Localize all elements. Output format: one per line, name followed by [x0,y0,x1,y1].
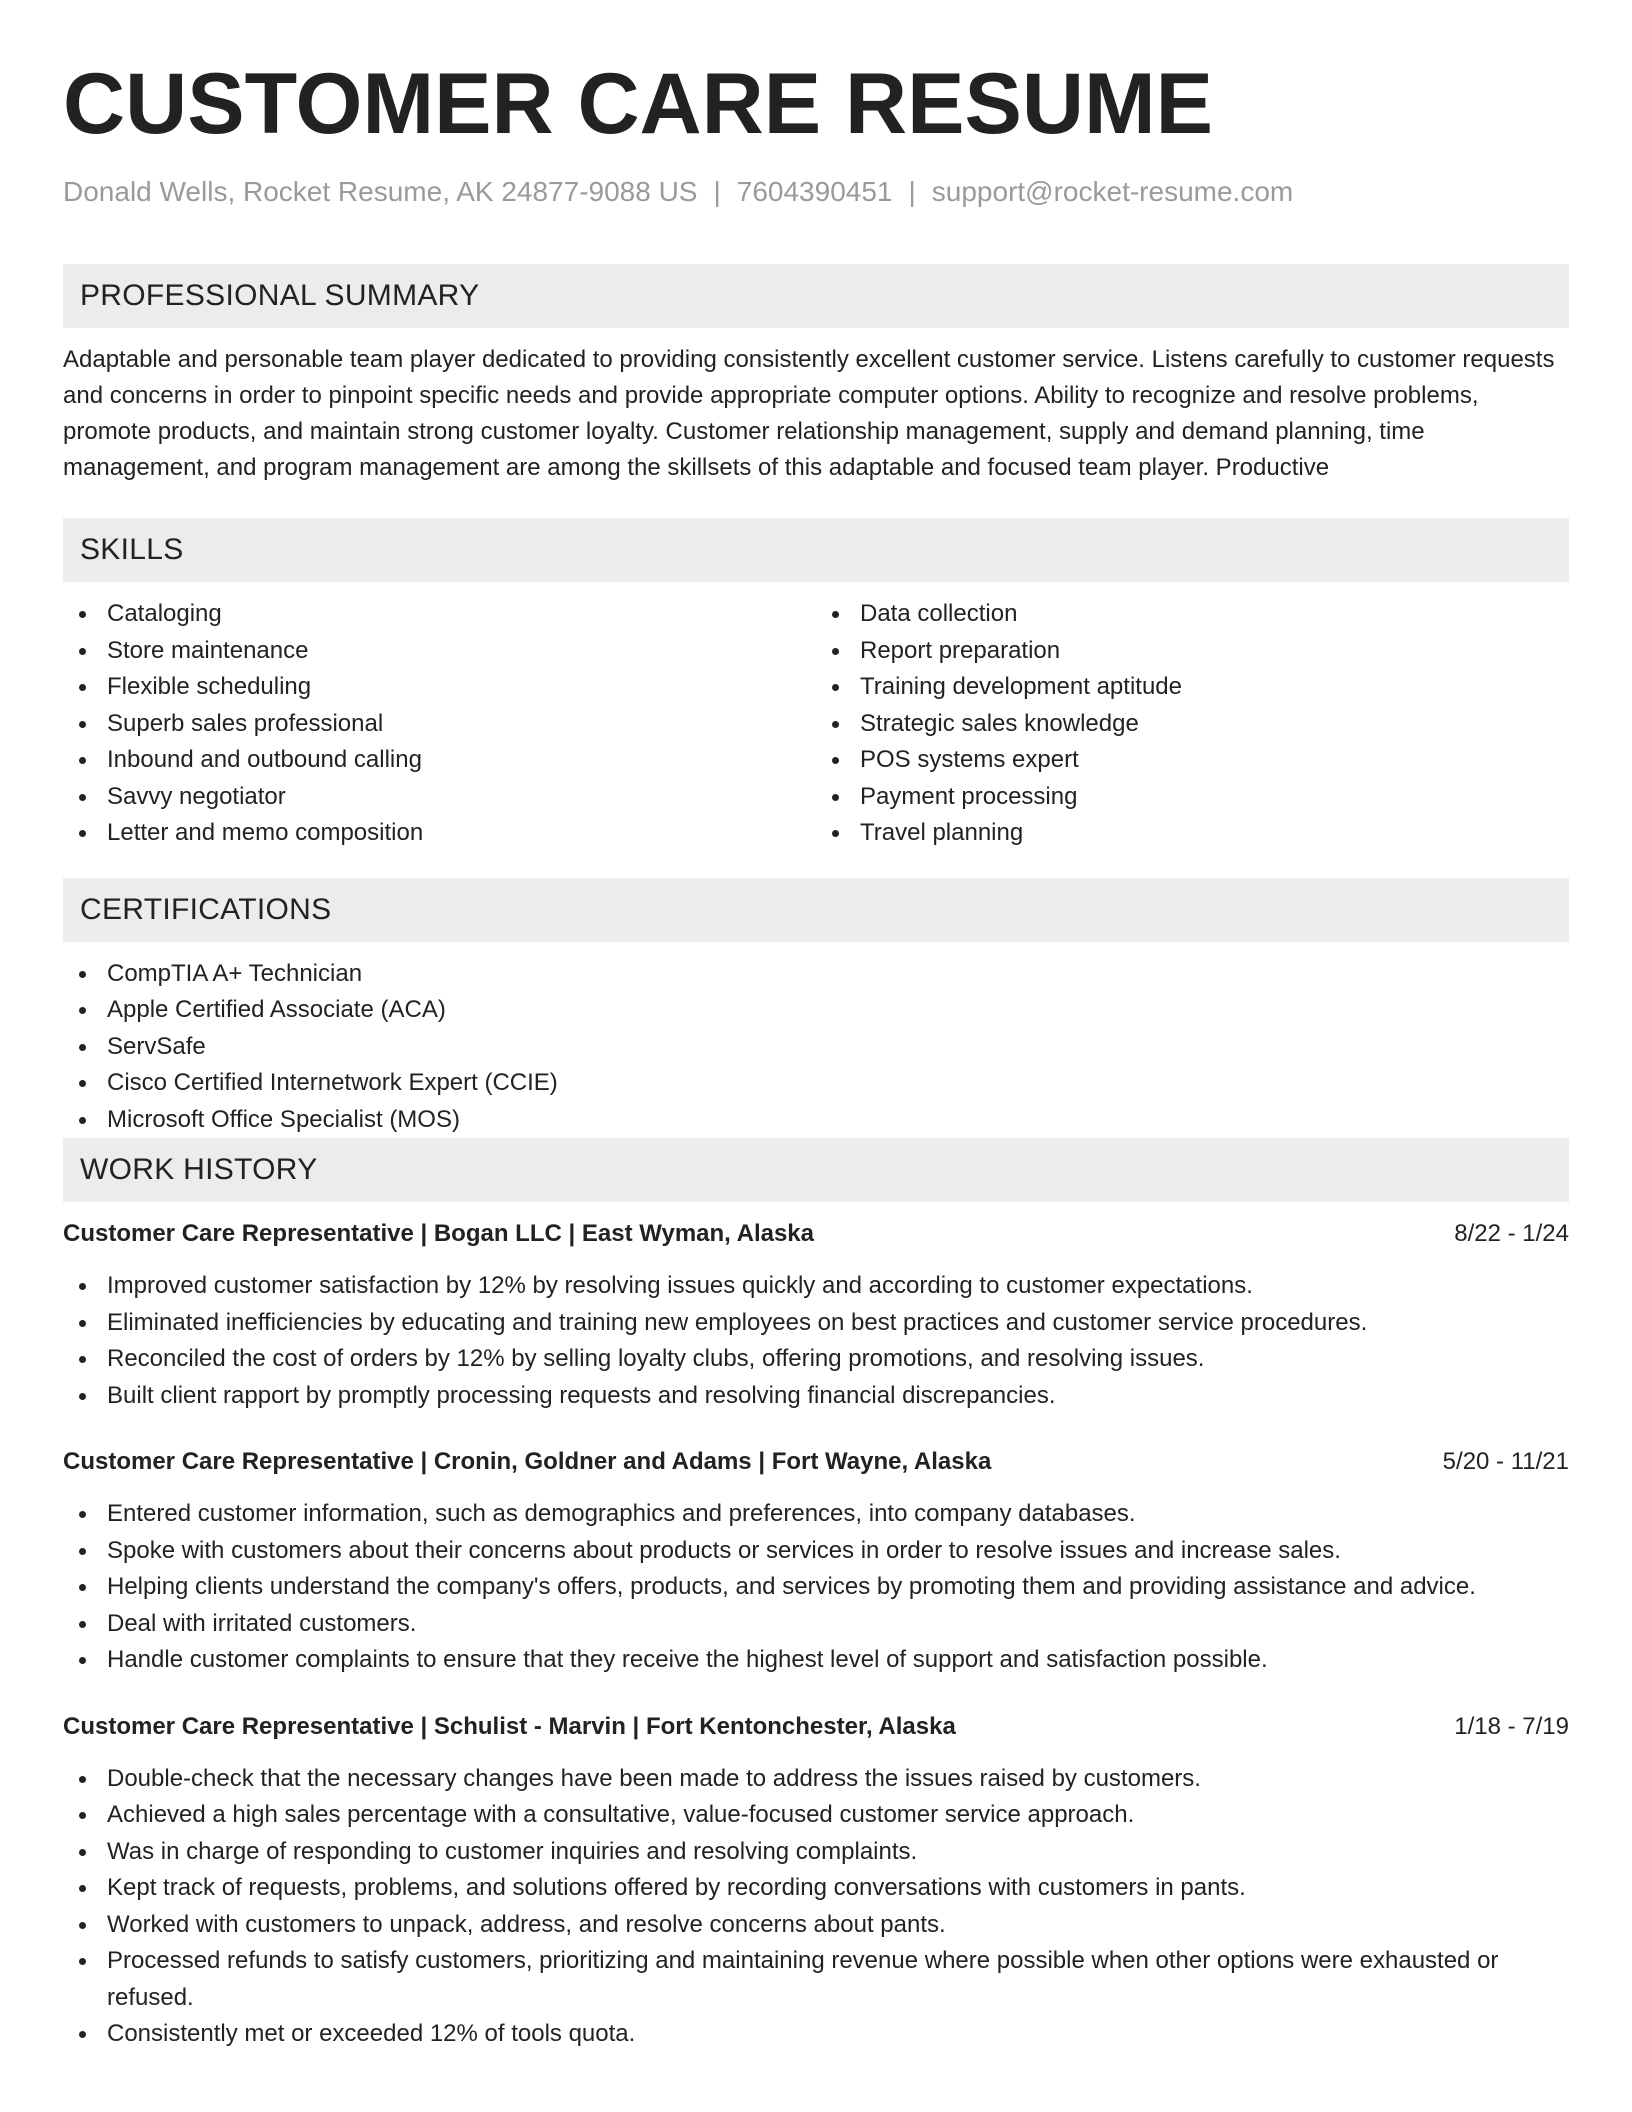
skill-item: Superb sales professional [63,706,816,743]
job-entry [63,1444,1569,1679]
job-bullet: Reconciled the cost of orders by 12% by selling loyalty clubs, offering promotions, and resolving issues. [63,1341,1569,1378]
skill-item: Inbound and outbound calling [63,742,816,779]
skill-item: Payment processing [816,779,1569,816]
work-history-section [63,1138,1569,2053]
contact-address: Donald Wells, Rocket Resume, AK 24877-9088 US [63,176,698,207]
contact-separator: | [908,176,916,207]
contact-line [63,172,1569,212]
certification-item: CompTIA A+ Technician [63,956,1569,993]
job-bullet: Helping clients understand the company's offers, products, and services by promoting them and providing assistance and advice. [63,1569,1569,1606]
certification-item: Microsoft Office Specialist (MOS) [63,1102,1569,1139]
job-bullet: Consistently met or exceeded 12% of tools quota. [63,2016,1569,2053]
skill-item: Report preparation [816,633,1569,670]
contact-email: support@rocket-resume.com [931,176,1294,207]
job-bullet: Entered customer information, such as demographics and preferences, into company databases. [63,1496,1569,1533]
job-bullet: Double-check that the necessary changes have been made to address the issues raised by customers. [63,1761,1569,1798]
job-bullets [63,1496,1569,1679]
job-dates: 5/20 - 11/21 [1442,1448,1569,1475]
skill-item: Store maintenance [63,633,816,670]
contact-phone: 7604390451 [736,176,893,207]
job-bullet: Achieved a high sales percentage with a consultative, value-focused customer service approach. [63,1797,1569,1834]
section-heading-work-history: WORK HISTORY [63,1138,1569,1202]
skills-list-right [816,596,1569,852]
job-entry [63,1216,1569,1414]
job-title: Customer Care Representative | Bogan LLC | East Wyman, Alaska [63,1220,814,1247]
skills-list-left [63,596,816,852]
section-heading-summary: PROFESSIONAL SUMMARY [63,264,1569,328]
resume-title: CUSTOMER CARE RESUME [63,56,1213,152]
skill-item: Training development aptitude [816,669,1569,706]
skills-grid [63,596,1569,852]
certification-item: ServSafe [63,1029,1569,1066]
certifications-list [63,956,1569,1139]
job-bullet: Spoke with customers about their concerns about products or services in order to resolve issues and increase sales. [63,1533,1569,1570]
job-bullets [63,1268,1569,1414]
skill-item: Flexible scheduling [63,669,816,706]
skill-item: Data collection [816,596,1569,633]
skills-section [63,518,1569,852]
job-header [63,1709,1569,1745]
job-dates: 1/18 - 7/19 [1454,1712,1569,1740]
job-bullet: Handle customer complaints to ensure that they receive the highest level of support and satisfaction possible. [63,1642,1569,1679]
job-bullet: Built client rapport by promptly processing requests and resolving financial discrepancies. [63,1378,1569,1415]
section-heading-certifications: CERTIFICATIONS [63,878,1569,942]
job-entry [63,1709,1569,2053]
job-bullet: Kept track of requests, problems, and solutions offered by recording conversations with customers in pants. [63,1870,1569,1907]
summary-section [63,264,1569,486]
job-bullet: Deal with irritated customers. [63,1606,1569,1643]
job-header [63,1444,1569,1480]
section-heading-skills: SKILLS [63,518,1569,582]
job-bullet: Worked with customers to unpack, address, and resolve concerns about pants. [63,1907,1569,1944]
job-bullet: Processed refunds to satisfy customers, prioritizing and maintaining revenue where possible when other options were exhausted or refused. [63,1943,1569,2016]
job-title: Customer Care Representative | Cronin, Goldner and Adams | Fort Wayne, Alaska [63,1448,992,1475]
contact-separator: | [713,176,721,207]
certifications-section [63,878,1569,1139]
job-bullets [63,1761,1569,2053]
job-bullet: Improved customer satisfaction by 12% by resolving issues quickly and according to customer expectations. [63,1268,1569,1305]
skill-item: POS systems expert [816,742,1569,779]
skill-item: Cataloging [63,596,816,633]
skill-item: Letter and memo composition [63,815,816,852]
skill-item: Savvy negotiator [63,779,816,816]
job-header [63,1216,1569,1252]
skill-item: Strategic sales knowledge [816,706,1569,743]
certification-item: Cisco Certified Internetwork Expert (CCIE) [63,1065,1569,1102]
certification-item: Apple Certified Associate (ACA) [63,992,1569,1029]
job-bullet: Was in charge of responding to customer inquiries and resolving complaints. [63,1834,1569,1871]
job-dates: 8/22 - 1/24 [1454,1220,1569,1247]
job-title: Customer Care Representative | Schulist - Marvin | Fort Kentonchester, Alaska [63,1712,956,1740]
job-bullet: Eliminated inefficiencies by educating and training new employees on best practices and customer service procedures. [63,1305,1569,1342]
skill-item: Travel planning [816,815,1569,852]
summary-text: Adaptable and personable team player dedicated to providing consistently excellent customer service. Listens carefully to customer requests and concerns in order to pinpoint specific needs and provide appropriate computer options. Ability to recognize and resolve problems, promote products, and maintain strong customer loyalty. Customer relationship management, supply and demand planning, time management, and program management are among the skillsets of this adaptable and focused team player. Productive [63,346,1555,481]
